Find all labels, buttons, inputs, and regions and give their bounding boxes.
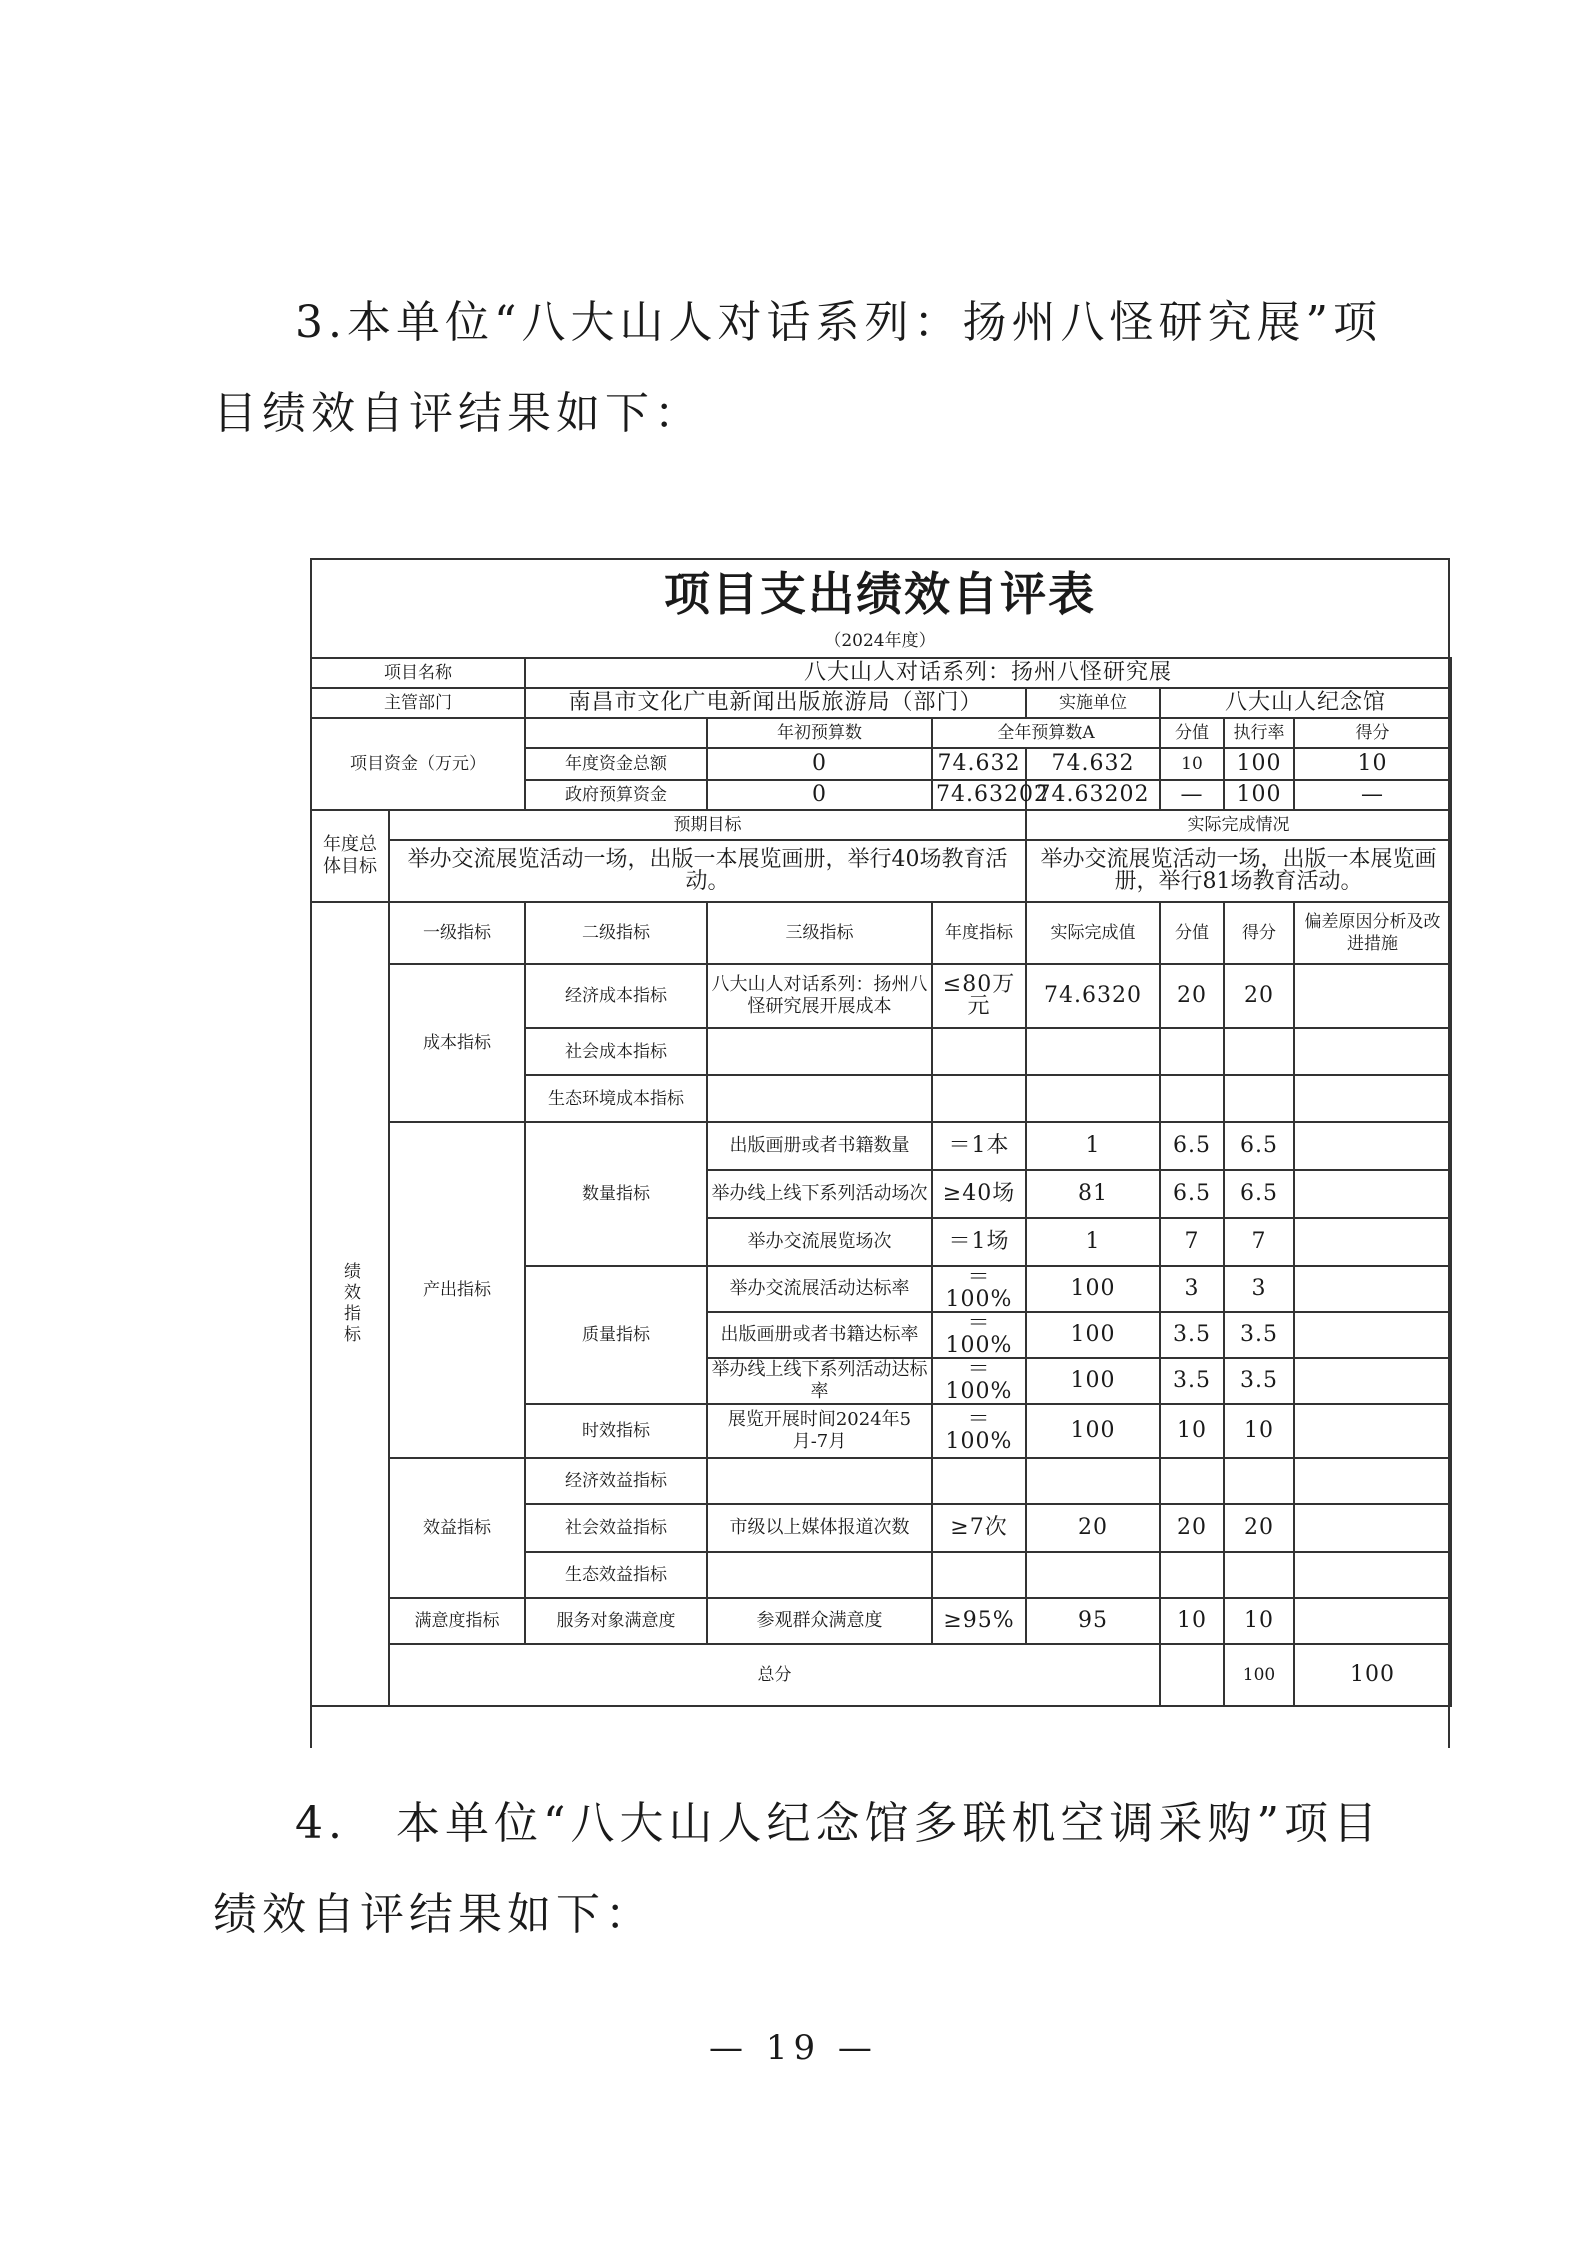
funds-gov-initial: 0 bbox=[707, 780, 932, 810]
form-title: 项目支出绩效自评表 bbox=[664, 567, 1096, 621]
eco-cost-target bbox=[932, 1075, 1026, 1122]
q1-value: 6.5 bbox=[1160, 1122, 1224, 1170]
l2-service: 服务对象满意度 bbox=[525, 1598, 707, 1644]
funds-total-exec: 74.632 bbox=[1026, 748, 1160, 780]
q1-deviation bbox=[1294, 1122, 1451, 1170]
l2-econ-cost: 经济成本指标 bbox=[525, 964, 707, 1028]
s1-target: ≥95% bbox=[932, 1598, 1026, 1644]
sb1-deviation bbox=[1294, 1504, 1451, 1552]
q1-actual: 1 bbox=[1026, 1122, 1160, 1170]
eco-benefit-actual bbox=[1026, 1552, 1160, 1598]
ql2-actual: 100 bbox=[1026, 1312, 1160, 1358]
funds-header-budget: 全年预算数A bbox=[932, 718, 1160, 748]
project-name-label: 项目名称 bbox=[311, 658, 525, 688]
ql1-score: 3 bbox=[1224, 1266, 1294, 1312]
perf-header-target: 年度指标 bbox=[932, 902, 1026, 964]
goal-expected-label: 预期目标 bbox=[389, 810, 1026, 840]
q3-deviation bbox=[1294, 1218, 1451, 1266]
l2-econ-benefit: 经济效益指标 bbox=[525, 1458, 707, 1504]
total-score: 100 bbox=[1294, 1644, 1451, 1706]
l1-cost: 成本指标 bbox=[389, 964, 525, 1122]
econ-benefit-deviation bbox=[1294, 1458, 1451, 1504]
eco-cost-l3 bbox=[707, 1075, 932, 1122]
goal-label: 年度总体目标 bbox=[311, 810, 389, 902]
project-name: 八大山人对话系列：扬州八怪研究展 bbox=[525, 658, 1451, 688]
funds-total-label: 年度资金总额 bbox=[525, 748, 707, 780]
q2-score: 6.5 bbox=[1224, 1170, 1294, 1218]
eco-benefit-deviation bbox=[1294, 1552, 1451, 1598]
q3-score: 7 bbox=[1224, 1218, 1294, 1266]
funds-gov-label: 政府预算资金 bbox=[525, 780, 707, 810]
econ-benefit-score bbox=[1224, 1458, 1294, 1504]
funds-label: 项目资金（万元） bbox=[311, 718, 525, 810]
paragraph-4: 4. 本单位“八大山人纪念馆多联机空调采购”项目绩效自评结果如下： bbox=[213, 1798, 1382, 1940]
econ-benefit-target bbox=[932, 1458, 1026, 1504]
ql3-l3: 举办线上线下系列活动达标率 bbox=[707, 1358, 932, 1404]
goal-expected: 举办交流展览活动一场，出版一本展览画册，举行40场教育活动。 bbox=[389, 840, 1026, 902]
perf-header-l2: 二级指标 bbox=[525, 902, 707, 964]
social-cost-actual bbox=[1026, 1028, 1160, 1075]
ql1-deviation bbox=[1294, 1266, 1451, 1312]
l2-timeliness: 时效指标 bbox=[525, 1404, 707, 1458]
q1-l3: 出版画册或者书籍数量 bbox=[707, 1122, 932, 1170]
t1-actual: 100 bbox=[1026, 1404, 1160, 1458]
social-cost-deviation bbox=[1294, 1028, 1451, 1075]
q2-actual: 81 bbox=[1026, 1170, 1160, 1218]
s1-deviation bbox=[1294, 1598, 1451, 1644]
econ-benefit-actual bbox=[1026, 1458, 1160, 1504]
funds-total-score: 10 bbox=[1294, 748, 1451, 780]
cost1-value: 20 bbox=[1160, 964, 1224, 1028]
s1-value: 10 bbox=[1160, 1598, 1224, 1644]
perf-header-deviation: 偏差原因分析及改进措施 bbox=[1294, 902, 1451, 964]
perf-header-value: 分值 bbox=[1160, 902, 1224, 964]
l1-satisfaction: 满意度指标 bbox=[389, 1598, 525, 1644]
ql3-value: 3.5 bbox=[1160, 1358, 1224, 1404]
impl-label: 实施单位 bbox=[1026, 688, 1160, 718]
l1-output: 产出指标 bbox=[389, 1122, 525, 1458]
ql3-score: 3.5 bbox=[1224, 1358, 1294, 1404]
sb1-l3: 市级以上媒体报道次数 bbox=[707, 1504, 932, 1552]
perf-label: 绩效指标 bbox=[311, 902, 389, 1706]
l1-benefit: 效益指标 bbox=[389, 1458, 525, 1598]
ql1-value: 3 bbox=[1160, 1266, 1224, 1312]
sb1-actual: 20 bbox=[1026, 1504, 1160, 1552]
social-cost-l3 bbox=[707, 1028, 932, 1075]
total-value: 100 bbox=[1224, 1644, 1294, 1706]
cost1-target: ≤80万元 bbox=[932, 964, 1026, 1028]
eco-cost-deviation bbox=[1294, 1075, 1451, 1122]
ql1-actual: 100 bbox=[1026, 1266, 1160, 1312]
cost1-l3: 八大山人对话系列：扬州八怪研究展开展成本 bbox=[707, 964, 932, 1028]
ql2-l3: 出版画册或者书籍达标率 bbox=[707, 1312, 932, 1358]
funds-header-value: 分值 bbox=[1160, 718, 1224, 748]
funds-blank bbox=[525, 718, 707, 748]
q2-l3: 举办线上线下系列活动场次 bbox=[707, 1170, 932, 1218]
goal-actual: 举办交流展览活动一场，出版一本展览画册，举行81场教育活动。 bbox=[1026, 840, 1451, 902]
funds-gov-exec: 74.63202 bbox=[1026, 780, 1160, 810]
form-year: （2024年度） bbox=[824, 631, 936, 651]
q3-value: 7 bbox=[1160, 1218, 1224, 1266]
dept-label: 主管部门 bbox=[311, 688, 525, 718]
l2-eco-benefit: 生态效益指标 bbox=[525, 1552, 707, 1598]
econ-benefit-l3 bbox=[707, 1458, 932, 1504]
q3-target: ＝1场 bbox=[932, 1218, 1026, 1266]
ql1-l3: 举办交流展活动达标率 bbox=[707, 1266, 932, 1312]
l2-quantity: 数量指标 bbox=[525, 1122, 707, 1266]
perf-header-l3: 三级指标 bbox=[707, 902, 932, 964]
paragraph-3: 3.本单位“八大山人对话系列：扬州八怪研究展”项目绩效自评结果如下： bbox=[213, 297, 1382, 439]
ql2-deviation bbox=[1294, 1312, 1451, 1358]
q1-target: ＝1本 bbox=[932, 1122, 1026, 1170]
performance-table bbox=[310, 657, 1452, 1707]
q1-score: 6.5 bbox=[1224, 1122, 1294, 1170]
t1-score: 10 bbox=[1224, 1404, 1294, 1458]
dept: 南昌市文化广电新闻出版旅游局（部门） bbox=[525, 688, 1026, 718]
ql3-actual: 100 bbox=[1026, 1358, 1160, 1404]
funds-total-initial: 0 bbox=[707, 748, 932, 780]
funds-gov-rate: 100 bbox=[1224, 780, 1294, 810]
ql1-target: ＝100% bbox=[932, 1266, 1026, 1312]
funds-header-rate: 执行率 bbox=[1224, 718, 1294, 748]
eco-cost-score bbox=[1224, 1075, 1294, 1122]
ql2-score: 3.5 bbox=[1224, 1312, 1294, 1358]
sb1-target: ≥7次 bbox=[932, 1504, 1026, 1552]
cost1-actual: 74.6320 bbox=[1026, 964, 1160, 1028]
funds-total-value: 10 bbox=[1160, 748, 1224, 780]
t1-target: ＝100% bbox=[932, 1404, 1026, 1458]
funds-header-score: 得分 bbox=[1294, 718, 1451, 748]
econ-benefit-value bbox=[1160, 1458, 1224, 1504]
s1-score: 10 bbox=[1224, 1598, 1294, 1644]
social-cost-value bbox=[1160, 1028, 1224, 1075]
l2-social-benefit: 社会效益指标 bbox=[525, 1504, 707, 1552]
perf-header-score: 得分 bbox=[1224, 902, 1294, 964]
total-spacer bbox=[1160, 1644, 1224, 1706]
t1-l3: 展览开展时间2024年5月-7月 bbox=[707, 1404, 932, 1458]
eco-benefit-target bbox=[932, 1552, 1026, 1598]
funds-gov-budget: 74.63202 bbox=[932, 780, 1026, 810]
sb1-score: 20 bbox=[1224, 1504, 1294, 1552]
funds-header-initial: 年初预算数 bbox=[707, 718, 932, 748]
t1-deviation bbox=[1294, 1404, 1451, 1458]
eco-cost-actual bbox=[1026, 1075, 1160, 1122]
social-cost-target bbox=[932, 1028, 1026, 1075]
l2-eco-cost: 生态环境成本指标 bbox=[525, 1075, 707, 1122]
eco-cost-value bbox=[1160, 1075, 1224, 1122]
l2-quality: 质量指标 bbox=[525, 1266, 707, 1404]
ql3-deviation bbox=[1294, 1358, 1451, 1404]
s1-l3: 参观群众满意度 bbox=[707, 1598, 932, 1644]
eco-benefit-l3 bbox=[707, 1552, 932, 1598]
funds-total-budget: 74.632 bbox=[932, 748, 1026, 780]
ql3-target: ＝100% bbox=[932, 1358, 1026, 1404]
eco-benefit-score bbox=[1224, 1552, 1294, 1598]
t1-value: 10 bbox=[1160, 1404, 1224, 1458]
funds-gov-value: — bbox=[1160, 780, 1224, 810]
total-label: 总分 bbox=[389, 1644, 1160, 1706]
perf-header-actual: 实际完成值 bbox=[1026, 902, 1160, 964]
perf-header-l1: 一级指标 bbox=[389, 902, 525, 964]
cost1-deviation bbox=[1294, 964, 1451, 1028]
q2-deviation bbox=[1294, 1170, 1451, 1218]
goal-actual-label: 实际完成情况 bbox=[1026, 810, 1451, 840]
ql2-value: 3.5 bbox=[1160, 1312, 1224, 1358]
ql2-target: ＝100% bbox=[932, 1312, 1026, 1358]
q2-value: 6.5 bbox=[1160, 1170, 1224, 1218]
funds-total-rate: 100 bbox=[1224, 748, 1294, 780]
l2-social-cost: 社会成本指标 bbox=[525, 1028, 707, 1075]
social-cost-score bbox=[1224, 1028, 1294, 1075]
impl: 八大山人纪念馆 bbox=[1160, 688, 1451, 718]
page-number: — 19 — bbox=[709, 2028, 878, 2068]
sb1-value: 20 bbox=[1160, 1504, 1224, 1552]
s1-actual: 95 bbox=[1026, 1598, 1160, 1644]
eco-benefit-value bbox=[1160, 1552, 1224, 1598]
cost1-score: 20 bbox=[1224, 964, 1294, 1028]
q3-actual: 1 bbox=[1026, 1218, 1160, 1266]
q2-target: ≥40场 bbox=[932, 1170, 1026, 1218]
q3-l3: 举办交流展览场次 bbox=[707, 1218, 932, 1266]
funds-gov-score: — bbox=[1294, 780, 1451, 810]
